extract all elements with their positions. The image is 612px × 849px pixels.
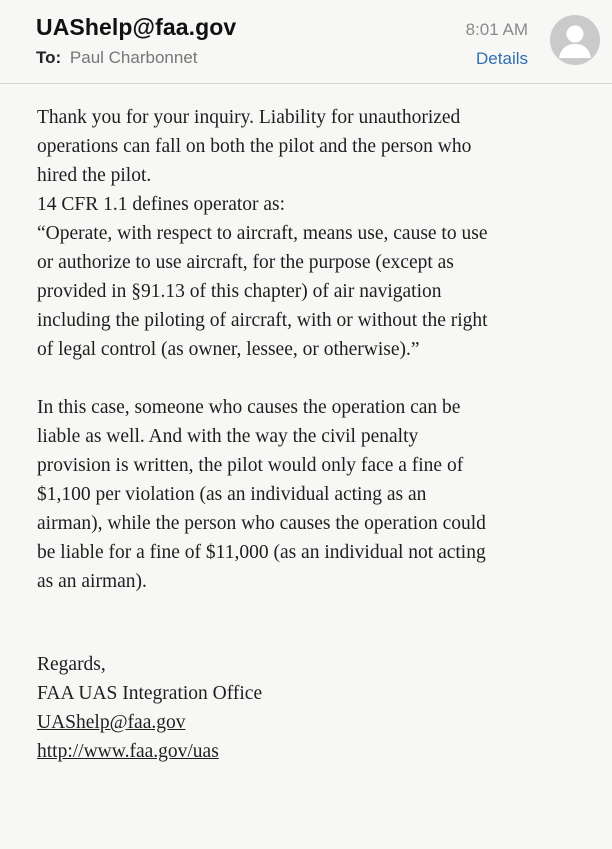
person-silhouette-icon[interactable] xyxy=(550,15,600,65)
paragraph-gap xyxy=(37,364,587,393)
to-label: To: xyxy=(36,48,62,67)
email-header xyxy=(0,0,612,84)
body-line: or authorize to use aircraft, for the purpose (except as xyxy=(37,252,454,273)
body-line: operations can fall on both the pilot and the person who xyxy=(37,136,472,157)
body-line: as an airman). xyxy=(37,571,147,592)
body-line: hired the pilot. xyxy=(37,165,152,186)
details-link[interactable]: Details xyxy=(476,49,528,68)
body-line: provision is written, the pilot would only face a fine of xyxy=(37,455,464,476)
signoff: Regards, xyxy=(37,654,106,675)
body-line: of legal control (as owner, lessee, or otherwise).” xyxy=(37,339,420,360)
avatar-graphic xyxy=(550,15,600,65)
body-line: 14 CFR 1.1 defines operator as: xyxy=(37,194,286,215)
recipient-name[interactable]: Paul Charbonnet xyxy=(69,48,198,67)
body-line: be liable for a fine of $11,000 (as an individual not acting xyxy=(37,542,486,563)
email-body xyxy=(37,103,587,766)
email-link[interactable]: UAShelp@faa.gov xyxy=(37,712,186,733)
body-line: provided in §91.13 of this chapter) of air navigation xyxy=(37,281,442,302)
sender-address[interactable]: UAShelp@faa.gov xyxy=(36,14,237,40)
body-line: $1,100 per violation (as an individual acting as an xyxy=(37,484,427,505)
paragraph-gap xyxy=(37,596,587,650)
body-line: including the piloting of aircraft, with or without the right xyxy=(37,310,488,331)
body-line: airman), while the person who causes the operation could xyxy=(37,513,486,534)
website-link[interactable]: http://www.faa.gov/uas xyxy=(37,741,219,762)
body-line: In this case, someone who causes the operation can be xyxy=(37,397,461,418)
received-time: 8:01 AM xyxy=(465,20,528,39)
body-line: “Operate, with respect to aircraft, means use, cause to use xyxy=(37,223,488,244)
body-line: liable as well. And with the way the civil penalty xyxy=(37,426,419,447)
office-name: FAA UAS Integration Office xyxy=(37,683,263,704)
body-line: Thank you for your inquiry. Liability for unauthorized xyxy=(37,107,461,128)
recipient-line xyxy=(36,48,198,68)
